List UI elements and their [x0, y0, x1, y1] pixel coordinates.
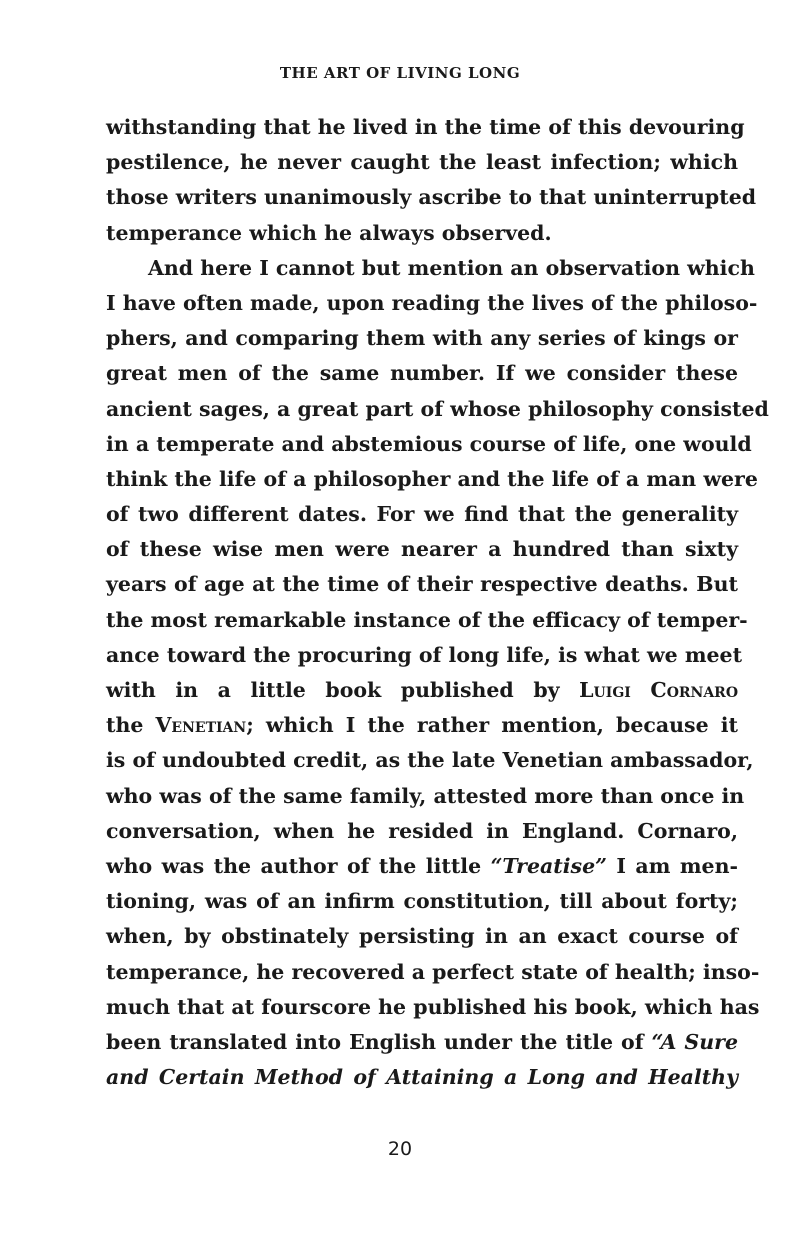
text-segment: years of age at the time of their respective deaths. But — [106, 572, 738, 597]
text-segment: great men of the same number. If we consider these — [106, 361, 738, 386]
text-segment: I have often made, upon reading the lives of the philoso- — [106, 290, 758, 315]
text-segment: withstanding that he lived in the time of this devouring — [106, 115, 745, 139]
italic-text: “Treatise” — [490, 853, 607, 878]
text-segment: the — [106, 713, 156, 738]
text-line — [106, 216, 738, 251]
text-line — [106, 110, 745, 145]
text-segment: in a temperate and abstemious course of life, one would — [106, 431, 752, 456]
text-segment: those writers unanimously ascribe to that uninterrupted — [106, 185, 757, 210]
small-caps-text: Venetian — [155, 713, 247, 738]
text-line — [106, 1060, 738, 1095]
text-segment: the most remarkable instance of the efficacy of temper- — [106, 607, 748, 632]
text-segment: been translated into English under the title of — [106, 1029, 652, 1054]
text-segment: ; which I the rather mention, because it — [246, 713, 738, 738]
text-line — [106, 286, 758, 321]
text-line — [106, 392, 769, 427]
text-line — [106, 638, 743, 673]
text-segment: of these wise men were nearer a hundred than sixty — [106, 537, 738, 562]
text-segment: conversation, when he resided in England. Cornaro, — [106, 818, 738, 843]
text-segment: pestilence, he never caught the least infection; which — [106, 150, 738, 175]
text-line — [106, 497, 738, 532]
text-segment: think the life of a philosopher and the life of a man were — [106, 466, 758, 491]
text-segment: when, by obstinately persisting in an exact course of — [106, 924, 738, 949]
text-line — [106, 251, 755, 286]
text-line — [106, 462, 758, 497]
text-line — [106, 743, 754, 778]
text-line — [106, 321, 738, 356]
running-head: THE ART OF LIVING LONG — [279, 64, 521, 82]
text-line — [106, 919, 738, 954]
text-line — [106, 955, 760, 990]
text-segment: who was the author of the little — [106, 853, 491, 878]
text-line — [106, 567, 738, 602]
text-segment: ancient sages, a great part of whose philosophy consisted — [106, 396, 769, 421]
text-segment: of two different dates. For we find that the generality — [106, 502, 738, 527]
text-line — [106, 673, 738, 708]
text-segment: I am men- — [606, 853, 738, 878]
italic-text: and Certain Method of Attaining a Long and Healthy — [106, 1065, 738, 1090]
text-segment: ance toward the procuring of long life, is what we meet — [106, 642, 743, 667]
text-line — [106, 532, 738, 567]
text-line — [106, 427, 752, 462]
text-segment: who was of the same family, attested more than once in — [106, 783, 745, 808]
italic-text: “A Sure — [651, 1029, 738, 1054]
text-line — [106, 180, 757, 215]
text-line — [106, 603, 748, 638]
text-segment: tioning, was of an infirm constitution, till about forty; — [106, 889, 738, 914]
text-line — [106, 849, 738, 884]
text-segment: phers, and comparing them with any series of kings or — [106, 326, 738, 351]
text-line — [106, 1025, 738, 1060]
text-line — [106, 779, 745, 814]
text-segment: much that at fourscore he published his book, which has — [106, 994, 760, 1019]
text-segment: is of undoubted credit, as the late Venetian ambassador, — [106, 748, 754, 773]
body-text — [106, 110, 769, 1095]
text-line — [106, 990, 760, 1025]
text-segment: temperance which he always observed. — [106, 220, 552, 245]
page-number: 20 — [387, 1138, 413, 1160]
text-segment: And here I cannot but mention an observation which — [148, 255, 755, 280]
text-line — [106, 145, 738, 180]
small-caps-text: Luigi Cornaro — [579, 678, 739, 702]
text-line — [106, 884, 738, 919]
text-line — [106, 708, 738, 743]
text-line — [106, 356, 738, 391]
text-segment: with in a little book published by — [106, 678, 580, 702]
text-line — [106, 814, 738, 849]
text-segment: temperance, he recovered a perfect state of health; inso- — [106, 959, 760, 984]
